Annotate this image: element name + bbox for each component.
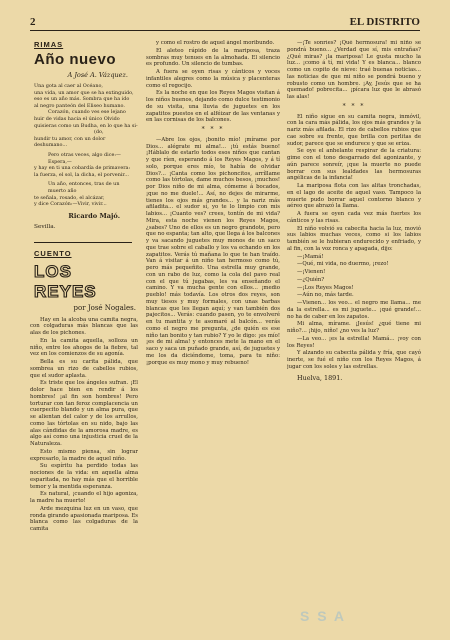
story-paragraph: Y alzando su cabecita pálida y fría, que cayó inerte, se fué el niño con los Reyes Magos, á jugar con los soles y las estrellas. [287, 350, 421, 370]
newspaper-name: EL DISTRITO [349, 16, 420, 28]
story-paragraph: Es natural, ¡cuando el hijo agoniza, la madre ha muerto! [30, 491, 138, 505]
poem-line: la fuerza, el sol, la dicha, el porvenir... [34, 171, 129, 178]
poem-line: te señala, rosado, el alcázar, [34, 194, 105, 201]
story-paragraph: El aleteo rápido de la mariposa, traza sombras muy tenues en la almohada. El silencio es profundo. Un silencio de tumbas. [146, 47, 280, 68]
story-paragraph: Arde mezquina luz en un vaso, que ronda girando apasionada mariposa. Es blanca como las colgaduras de la camita [30, 505, 138, 533]
poem-line: Una gota al caer al Océano, [34, 83, 103, 89]
poem-line: quisieras como un Budha, en lo que ha si- [34, 122, 138, 129]
library-stamp: S S A [300, 608, 347, 624]
middle-column [146, 40, 280, 630]
story-paragraph: —La veo... ¡es la estrella! Mamá... ¡voy con los Reyes! [287, 335, 421, 349]
story-paragraph: En la camita aquella, solloza un niño, entre los ahogos de la fiebre, tal vez en los comienzos de su agonía. [30, 337, 138, 358]
story-paragraph: —¡Mamá! [297, 253, 324, 260]
story-paragraph: —¡Los Reyes Magos! [297, 284, 354, 291]
story-text-middle [146, 40, 280, 366]
poem-line: Corazón, cuando ves ese lejano [48, 109, 126, 116]
story-paragraph: —Abre los ojos, ¡bonito mío! ¡mírame por Dios... alégrate mi alma!... ¡tú estás bueno! ¡Háblalo de estarlo todos esos niños que cantan y que ríen, esperando á los Reyes Magos, y á tí solo, porque eres mío, te había de olvidar Dios?... ¡Canta como los pichoncitos, arríllame como las tórtolas, dame muchos besos, ¡muchos! por Dios niño de mi alma, cómeme á bocados, ¡que no me duele!... Así, no dejes de mirarme, tienes los ojos más grandes... y la nariz más afiladita... el sudor sí, yo te lo limpio con mis labios... ¡Cuanto ves? crees, tontín de mi vida? Mira, esta noche vienen los Reyes Magos, ¿sabes? Uno de ellos es un negro grandote, pero que no espanta; tan alto, que llega á los balcones y va sacando juguetes muy monos de un saco que trae sobre el caballo y los va echando en los zapatitos. Verás tú mañana lo que te han traído. Van á visitar á un niño tan hermoso como tú, pero más pequeñito. Una estrella muy grande, con un rabo de luz, como la cola del pavo real con el que tú jugabas, les va enseñando el camino. Y va mucha gente con ellos... ¡medio pueblo! más todavía. Los otros dos reyes, son muy tiesos y muy formales, con unas barbas blancas que les llegan aquí; y van también dos pajecitos... Verás: cuando pasen, yo te envolveré en tu mantita y te asomaré al balcón... verás como el negro me pregunta, ¿de quién es ese niño tan bonito y tan rubio? Y yo le digo: ¡es mío! ¡es de mi alma! y entonces mete la mano en el saco y saca un puñado grande, así, de juguetes y me los da diciéndome, toma, para tu niño: ¡porque es muy mono y muy rebueno! [146, 136, 280, 366]
section-stars: * * * [201, 126, 225, 133]
story-paragraph: A fuera se oyen risas y cánticos y voces infantiles alegres como la música y placenteras como el regocijo. [146, 69, 280, 89]
story-paragraph: —¡Te sonríes? ¡Qué hermosura! mi niño se pondrá bueno... ¿Verdad que sí, mis entrañas? ¿Qué miras? ¡la mariposa! Le gusta mucho la luz... ¡como á tí, mi vida! Y es blanca... blanco como un copito de nieve: traé buenas noticias... las noticias de que mi niño se pondrá bueno y robusto como un hombre. ¡Ay, Jesús que se ha quemado! pobrecita... ¡pícara luz que le abrasó las alas! [287, 40, 421, 100]
story-section-label: CUENTO [34, 248, 72, 258]
story-paragraph: Esto mismo piensa, sin lograr expresarlo, la madre de aquel niño. [30, 448, 138, 462]
poem-section-label: RIMAS [34, 40, 64, 49]
story-paragraph: Se oye el anhelante respirar de la criatura: gime con el tono desgarrado del agonizante, y aún parece sonreír, ¡que la muerte no puede borrar con sus lealdades las hermosuras angélicas de la infancia! [287, 148, 421, 182]
poem-line: Pero otras veces, algo dice:—Espera,— [48, 151, 121, 165]
story-paragraph: Su espíritu ha perdido todas las nociones de la vida: en aquella alma esparitada, no hay más que el horrible temor y la mentida esperanza. [30, 463, 138, 490]
story-paragraph: A fuera se oyen cada vez más fuertes los cánticos y las risas. [287, 211, 421, 224]
poem-line: y dice Corazón:—Vivir, vivir... [34, 201, 107, 208]
page-number: 2 [30, 16, 36, 28]
story-text-right [287, 40, 421, 371]
story-paragraph: —¿Quién? [297, 276, 325, 283]
poem-line: al negro panteón del Eliseo humano. [34, 102, 125, 109]
story-paragraph: El niño sigue en su camita negra, inmóvil, con la cara más pálida, los ojos más grandes y la nariz más afilada. El rizo de cabellos rubios que cae sobre su frente, que brilla con perlitas de sudor, parece que se endurece y que se eriza. [287, 113, 421, 147]
story-title: LOS REYES [34, 261, 97, 301]
story-paragraph: Mi alma, mírame. ¡Jesús! ¿qué tiene mi niño?... ¡hijo, niño! ¿no ves la luz? [287, 321, 421, 334]
poem-line: una vida, un amor que se ha extinguido, [34, 89, 134, 96]
poem-line: (do, [94, 129, 104, 136]
poem-line: hundir tu amor, con un dolor deshumano... [34, 135, 106, 149]
poem-title: Año nuevo [34, 51, 116, 68]
poem-line: eso es un año más. Sombra que ha ido [34, 96, 130, 103]
poem-line: y hay en ti una cobardía de primavera: [34, 165, 131, 172]
story-paragraph: Es triste que los ángeles sufran. ¡El dolor hace bien en rendir á los hombres! ¡al fin son hombres! Pero torturar con tan feroz complacencia un cuerpecito blando y un alma pura, que se alientan del calor y de los arrullos, como las tórtolas en su nido, bajo las alas cándidas de la amorosa madre, es algo así como una injusticia cruel de la Naturaleza. [30, 380, 138, 448]
story-paragraph: —Vienen... los veo... el negro me llama... me da la estrella... es mi juguete... ¡qué grande!... no ha de caber en los zapatos. [287, 300, 421, 320]
story-byline: por José Nogales. [73, 303, 136, 312]
poem-line: huir de vidas hacia el único Olvido [34, 115, 120, 122]
story-paragraph: Bella es su carita pálida, que sombrea un rizo de cabellos rubios, que el sudor aplasta. [30, 359, 138, 379]
poem-line: Un año, entonces, tras de un muerto año [48, 181, 120, 194]
poem-signature: Ricardo Majó. [68, 211, 120, 220]
section-stars: * * * [342, 102, 366, 110]
story-paragraph: La mariposa flota con las alitas tronchadas, en el lago de aceite de aquel vaso. Tampoco la muerte pudo borrar aquel contorno blanco y aéreo que abrazó la llama. [287, 183, 421, 210]
poem-dedication: A José A. Vázquez. [67, 71, 128, 79]
story-paragraph: —¡Vienen! [297, 269, 326, 275]
story-paragraph: El niño volvió su cabecita hacia la luz, movió sus labios muchas veces, como si los labios también se le hubieran endurecido y enfriado, y al fin, con la voz ronca y apagada, dijo: [287, 225, 421, 252]
right-column [287, 40, 421, 630]
story-paragraph: Es la noche en que los Reyes Magos visitan á los niños buenos, dejando como dulce testimonio de su visita, una lluvia de juguetes en los zapatitos puestos en el alféizar de las ventanas y en las cornisas de los balcones. [146, 90, 280, 124]
story-date: Huelva, 1891. [297, 373, 343, 382]
story-paragraph: —Aún no, más tarde. [297, 292, 354, 299]
story-paragraph: Hay en la alcoba una camita negra, con colgaduras más blancas que las alas de los pichones. [30, 316, 138, 337]
story-paragraph: y como el rostro de aquel ángel moribundo. [156, 40, 275, 46]
story-paragraph: —Qué, mi vida, no duermo, ¡rezo! [297, 261, 389, 268]
poem-place: Sevilla. [34, 223, 56, 230]
